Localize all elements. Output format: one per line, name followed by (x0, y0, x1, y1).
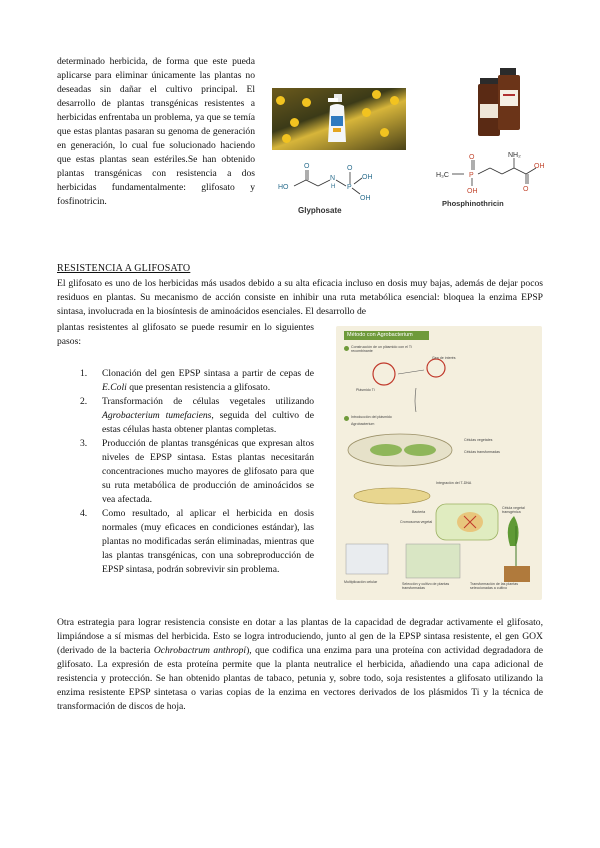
steps-list (80, 367, 314, 577)
diagram-step-2 (344, 416, 349, 421)
glyphosate-oh1: OH (362, 174, 373, 181)
phosphinothricin-o2: O (523, 186, 529, 193)
intro-paragraph: determinado herbicida, de forma que este pueda aplicarse para eliminar únicamente las plantas no deseadas sin dañar el cultivo principal. El desarrollo de plantas transgénicas resistentes a herbicidas enfrentaba un problema, ya que se temía que estas plantas pasaran su genoma de generación en generación, lo cual fue solucionado haciendo que estas plantas sean estériles.Se han obtenido plantas transgénicas con resistencia a dos herbicidas fundamentalmente: glifosato y fosfinotricin. (57, 56, 255, 207)
glyphosate-structure (276, 158, 402, 216)
glyphosate-p: P (347, 184, 352, 191)
glyphosate-o: O (347, 165, 353, 172)
diagram-label: Construcción de un plásmido con el Ti recombinante (351, 345, 412, 354)
glifosato-paragraph-cont: plantas resistentes al glifosato se puede resumir en lo siguientes pasos: (57, 322, 314, 347)
diagram-step-1 (344, 346, 349, 351)
phosphinothricin-structure (434, 148, 554, 210)
diagram-label: Gen de interés (432, 356, 456, 360)
list-item: 4. Como resultado, al aplicar el herbicida en dosis normales (muy eficaces en condiciones estándar), las plantas no modificadas serán eliminadas, mientras que las plantas transgénicas, con una sobreproducción de EPSP sintasa, podrán sobrevivir sin problema. (80, 508, 314, 575)
list-item: 1. Clonación del gen EPSP sintasa a partir de cepas de E.Coli que presentan resistencia a glifosato. (80, 368, 314, 393)
glyphosate-oh2: OH (360, 195, 371, 202)
phosphinothricin-p: P (469, 172, 474, 179)
glyphosate-label: Glyphosate (298, 206, 342, 215)
phosphinothricin-o: O (469, 154, 475, 161)
section-title: RESISTENCIA A GLIFOSATO (57, 263, 191, 274)
diagram-label: Células transformadas (464, 450, 500, 454)
diagram-label: Transformación de las plantas seleccionadas a cultivo (470, 582, 519, 591)
diagram-label: Cromosoma vegetal (400, 520, 433, 524)
glyphosate-ho: HO (278, 184, 289, 191)
diagram-label: Introducción del plásmido (351, 415, 392, 419)
phosphinothricin-oh2: OH (534, 163, 545, 170)
diagram-label: Selección y cultivo de plantas transformadas (402, 582, 450, 591)
diagram-label: Plásmido Ti (356, 388, 375, 392)
glifosato-paragraph: El glifosato es uno de los herbicidas más usados debido a su alta eficacia incluso en dosis muy bajas, además de dejar pocos residuos en plantas. Su mecanismo de acción consiste en inhibir una ruta metabólica esencial: bloquea la enzima EPSP sintasa, involucrada en la biosíntesis de aminoácidos esenciales. El desarrollo de (57, 278, 543, 317)
glyphosate-n: N (330, 175, 336, 182)
phosphinothricin-oh1: OH (467, 188, 478, 195)
spray-bottle-icon (324, 94, 350, 144)
phosphinothricin-h3c: H₃C (436, 172, 449, 179)
agrobacterium-diagram (336, 326, 542, 600)
diagram-label: Células vegetales (464, 438, 493, 442)
glyphosate-o-top: O (304, 163, 310, 170)
phosphinothricin-label: Phosphinothricin (442, 199, 504, 208)
diagram-label: Bacteria (412, 510, 426, 514)
diagram-header: Método con Agrobacterium (344, 331, 429, 340)
herbicide-photo (272, 88, 406, 150)
vial-bottles-image (470, 64, 532, 144)
diagram-drawing (336, 326, 542, 600)
list-item: 3. Producción de plantas transgénicas que expresan altos niveles de EPSP sintasa. Estas plantas necesitarán concentraciones mucho mayores de glifosato para que su ruta metabólica de producción de aminoácidos se vea afectada. (80, 438, 314, 505)
glyphosate-h: H (331, 184, 336, 190)
phosphinothricin-nh2: NH₂ (508, 152, 521, 159)
diagram-label: Célula vegetal transgénica (502, 506, 525, 515)
list-item: 2. Transformación de células vegetales utilizando Agrobacterium tumefaciens, seguida del cultivo de estas células hasta obtener plantas completas. (80, 396, 314, 435)
gox-paragraph: Otra estrategia para lograr resistencia consiste en dotar a las plantas de la capacidad de degradar activamente el glifosato, limpiándose a sí mismas del herbicida. Esto se logra introduciendo, junto al gen de la EPSP sintasa resistente, el gen GOX (derivado de la bacteria Ochrobactrum anthropi), que codifica una enzima para una proteína con actividad degradadora de glifosato. La expresión de esta proteína permite que la planta neutralice el herbicida, añadiendo una capa adicional de resistencia y protección. Se han obtenido plantas de tabaco, petunia y, sobre todo, soja resistentes a glifosato utilizando la enzima resistente EPSP sintetasa o varias copias de la enzima en vectores derivados de los plásmidos Ti y la técnica de transformación de discos de hoja. (57, 617, 543, 712)
diagram-label: Multiplicación celular (344, 580, 378, 584)
diagram-label: Agrobacterium (351, 422, 375, 426)
diagram-label: Integración del T-DNA (436, 481, 472, 485)
